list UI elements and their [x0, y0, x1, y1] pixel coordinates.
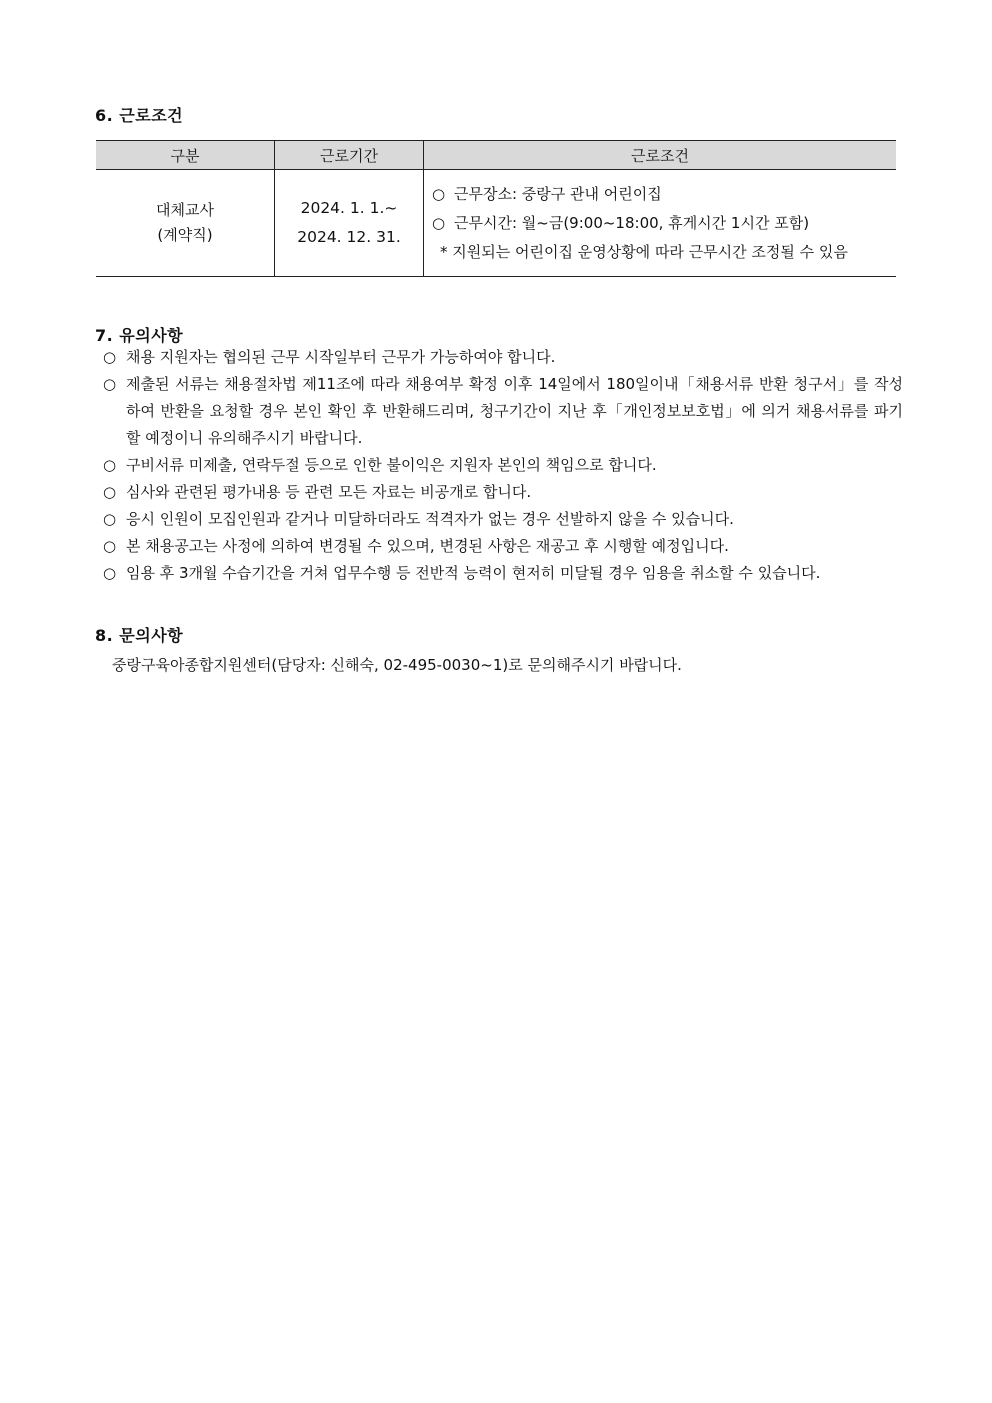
- condition-note: * 지원되는 어린이집 운영상황에 따라 근무시간 조정될 수 있음: [440, 242, 848, 261]
- header-conditions: 근로조건: [424, 141, 897, 170]
- condition-hours-text: 근무시간: 월~금(9:00~18:00, 휴게시간 1시간 포함): [454, 213, 810, 232]
- work-conditions-table: [96, 140, 896, 277]
- notice-text: 심사와 관련된 평가내용 등 관련 모든 자료는 비공개로 합니다.: [126, 483, 532, 501]
- period-cell: [275, 170, 424, 277]
- table-row: [96, 170, 896, 277]
- table-header-row: [96, 141, 896, 170]
- notice-text: 제출된 서류는 채용절차법 제11조에 따라 채용여부 확정 이후 14일에서 180일이내「채용서류 반환 청구서」를 작성하여 반환을 요청할 경우 본인 확인 후 반환해드리며, 청구기간이 지난 후「개인정보보호법」에 의거 채용서류를 파기 할 예정이니 유의해주시기 바랍니다.: [126, 375, 903, 447]
- list-item: [103, 506, 903, 533]
- circle-bullet: ○: [103, 564, 117, 582]
- category-line1: 대체교사: [156, 201, 214, 219]
- notice-text: 본 채용공고는 사정에 의하여 변경될 수 있으며, 변경된 사항은 재공고 후 시행할 예정입니다.: [126, 537, 729, 555]
- list-item: [103, 560, 903, 587]
- period-end: 2024. 12. 31.: [297, 228, 401, 246]
- circle-bullet: ○: [103, 375, 117, 393]
- header-period: 근로기간: [275, 141, 424, 170]
- circle-bullet: ○: [103, 348, 117, 366]
- notice-text: 응시 인원이 모집인원과 같거나 미달하더라도 적격자가 없는 경우 선발하지 않을 수 있습니다.: [126, 510, 734, 528]
- circle-bullet: ○: [432, 213, 446, 232]
- notice-text: 구비서류 미제출, 연락두절 등으로 인한 불이익은 지원자 본인의 책임으로 합니다.: [126, 456, 657, 474]
- circle-bullet: ○: [432, 184, 446, 203]
- circle-bullet: ○: [103, 483, 117, 501]
- section7-title: 7. 유의사항: [95, 326, 184, 345]
- conditions-cell: [424, 170, 897, 277]
- category-cell: [96, 170, 275, 277]
- notice-text: 임용 후 3개월 수습기간을 거쳐 업무수행 등 전반적 능력이 현저히 미달될 경우 임용을 취소할 수 있습니다.: [126, 564, 821, 582]
- period-start: 2024. 1. 1.~: [300, 199, 398, 217]
- list-item: [103, 479, 903, 506]
- contact-info: 중랑구육아종합지원센터(담당자: 신해숙, 02-495-0030~1)로 문의해주시기 바랍니다.: [112, 656, 682, 674]
- condition-workplace: [432, 180, 896, 209]
- condition-hours: [432, 209, 896, 238]
- list-item: [103, 371, 903, 452]
- list-item: [103, 533, 903, 560]
- list-item: [103, 452, 903, 479]
- condition-workplace-text: 근무장소: 중랑구 관내 어린이집: [454, 184, 662, 203]
- section6-title: 6. 근로조건: [95, 106, 184, 125]
- circle-bullet: ○: [103, 510, 117, 528]
- category-line2: (계약직): [157, 226, 213, 244]
- circle-bullet: ○: [103, 456, 117, 474]
- list-item: [103, 344, 903, 371]
- circle-bullet: ○: [103, 537, 117, 555]
- section8-title: 8. 문의사항: [95, 626, 184, 645]
- header-category: 구분: [96, 141, 275, 170]
- notice-text: 채용 지원자는 협의된 근무 시작일부터 근무가 가능하여야 합니다.: [126, 348, 556, 366]
- notice-list: [103, 344, 903, 587]
